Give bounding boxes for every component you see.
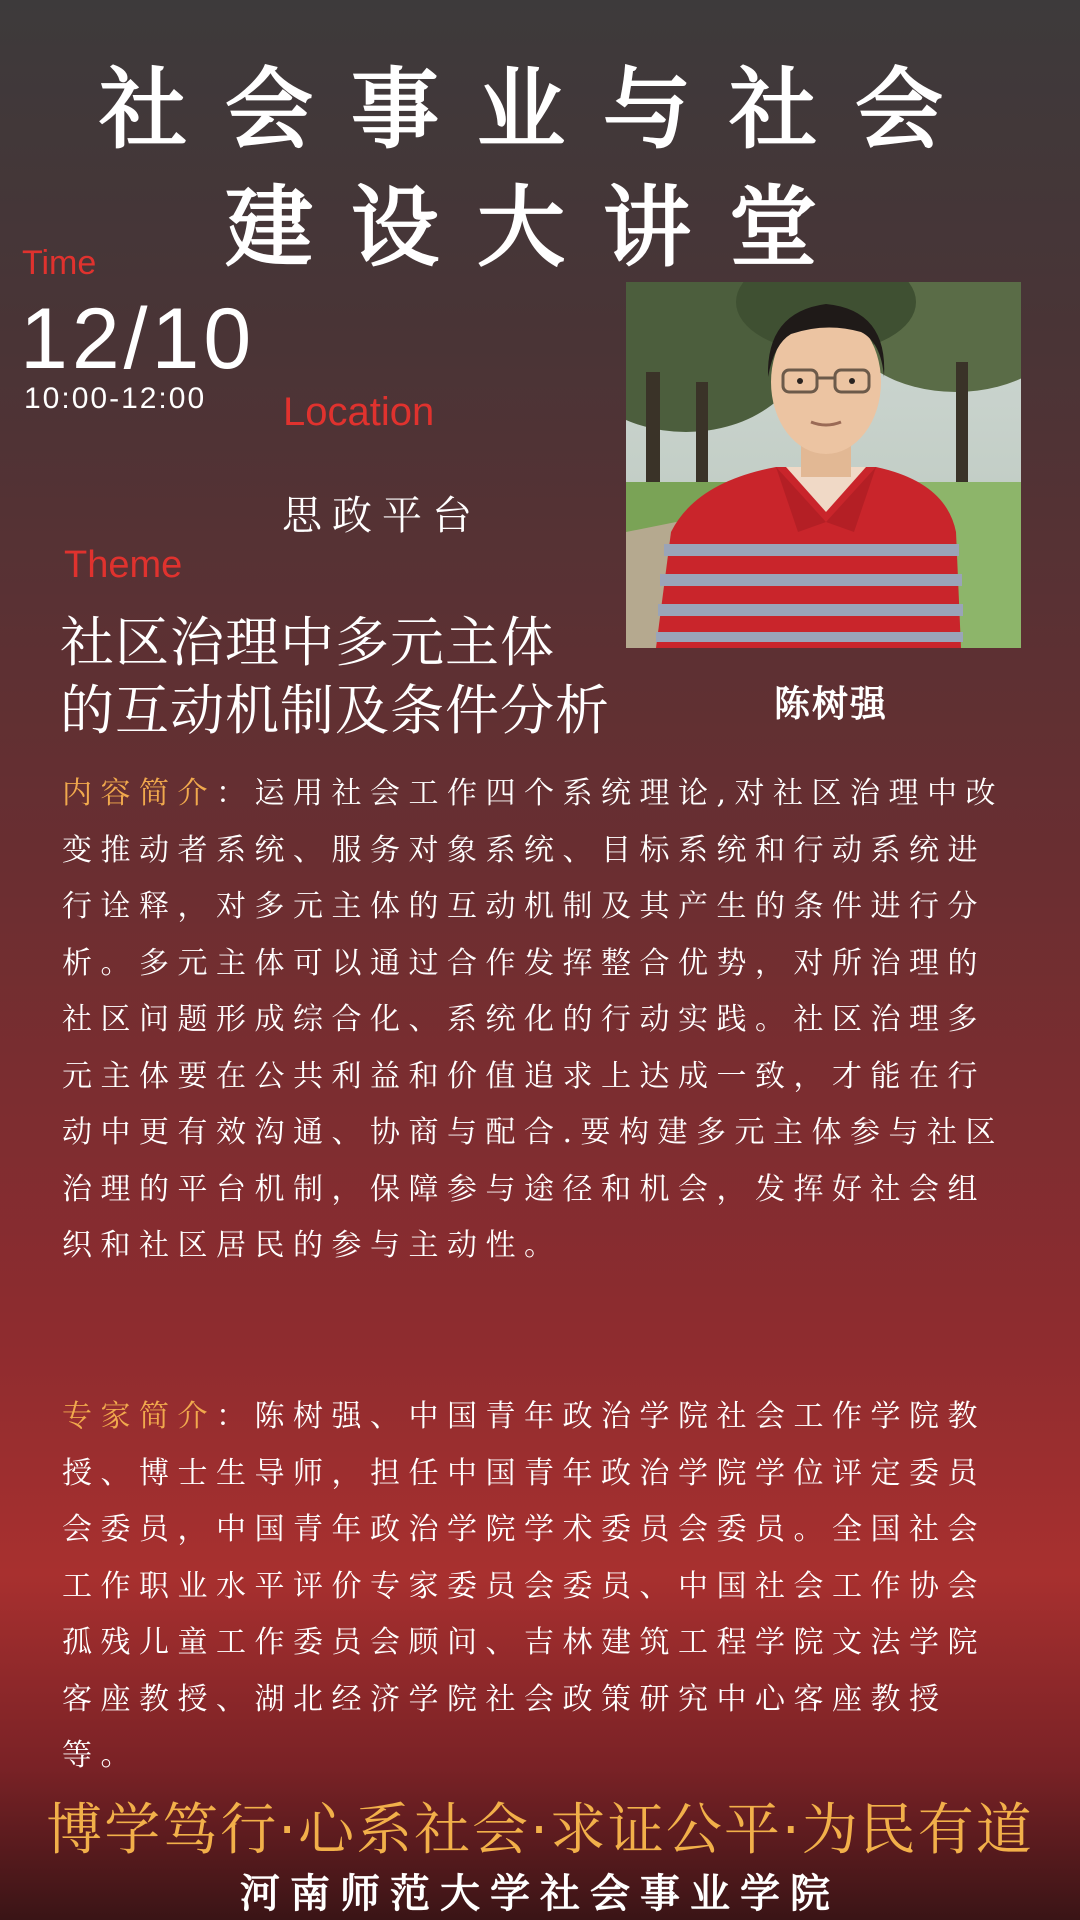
content-intro-label: 内容简介: [62, 776, 216, 811]
location-label: Location: [283, 390, 435, 434]
title-line-2: 建设大讲堂: [224, 176, 855, 279]
speaker-photo: [626, 282, 1021, 648]
theme-label: Theme: [64, 544, 183, 586]
event-time-range: 10:00-12:00: [24, 382, 207, 415]
time-label: Time: [22, 244, 97, 282]
speaker-name: 陈树强: [774, 684, 889, 725]
theme-line-2: 的互动机制及条件分析: [60, 679, 610, 742]
expert-intro-text: ：陈树强、中国青年政治学院社会工作学院教授、博士生导师，担任中国青年政治学院学位评定委员会委员，中国青年政治学院学术委员会委员。全国社会工作职业水平评价专家委员会委员、中国社会工作协会孤残儿童工作委员会顾问、吉林建筑工程学院文法学院客座教授、湖北经济学院社会政策研究中心客座教授等。: [62, 1399, 986, 1773]
speaker-portrait-illustration: [626, 282, 1021, 648]
content-intro: [62, 766, 1022, 1275]
event-date: 12/10: [20, 291, 256, 387]
theme-line-1: 社区治理中多元主体: [60, 611, 555, 674]
expert-intro-label: 专家简介: [62, 1399, 216, 1434]
motto: 博学笃行·心系社会·求证公平·为民有道: [46, 1798, 1034, 1863]
school-name: 河南师范大学社会事业学院: [240, 1870, 840, 1917]
title-line-1: 社会事业与社会: [98, 58, 981, 161]
location-value: 思政平台: [282, 493, 482, 539]
content-intro-text: ：运用社会工作四个系统理论,对社区治理中改变推动者系统、服务对象系统、目标系统和行动系统进行诠释，对多元主体的互动机制及其产生的条件进行分析。多元主体可以通过合作发挥整合优势，对所治理的社区问题形成综合化、系统化的行动实践。社区治理多元主体要在公共利益和价值追求上达成一致，才能在行动中更有效沟通、协商与配合.要构建多元主体参与社区治理的平台机制，保障参与途径和机会，发挥好社会组织和社区居民的参与主动性。: [62, 776, 1005, 1263]
expert-intro: [62, 1389, 1022, 1785]
